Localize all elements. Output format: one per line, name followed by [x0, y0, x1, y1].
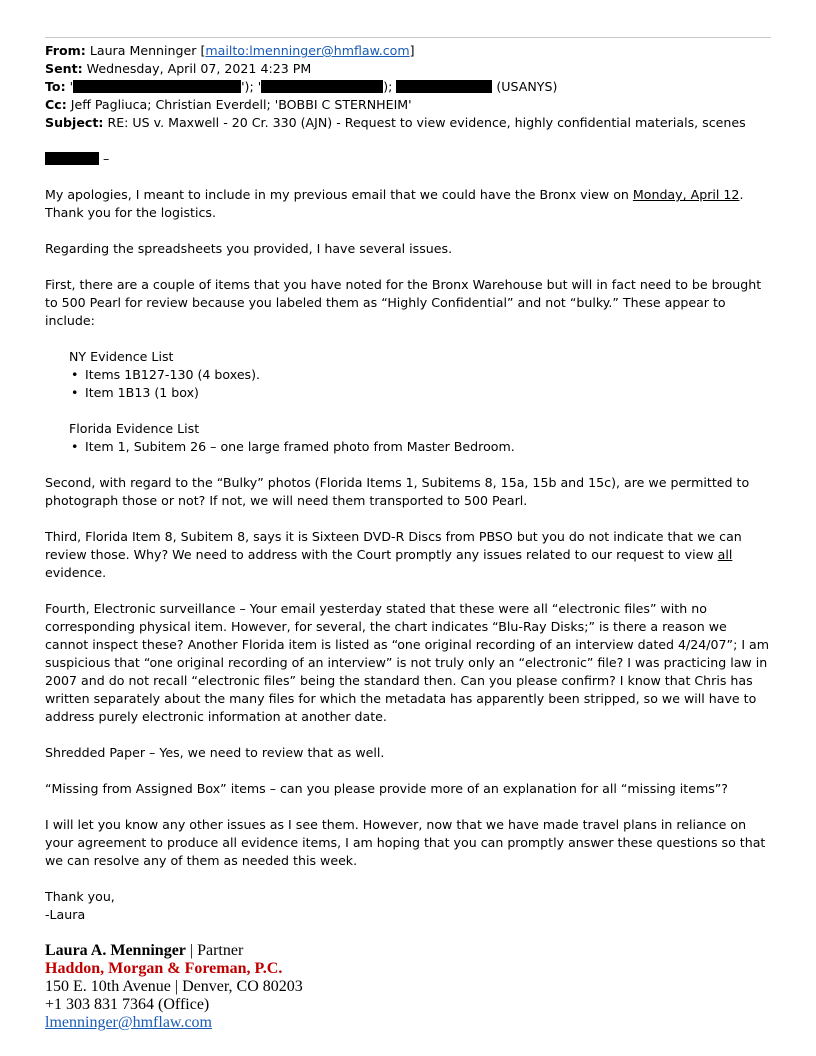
cc-label: Cc: [45, 97, 67, 112]
sent-label: Sent: [45, 61, 83, 76]
paragraph-7: Shredded Paper – Yes, we need to review that as well. [45, 745, 385, 760]
redaction-box [45, 152, 99, 165]
list-item: • Item 1B13 (1 box) [85, 384, 771, 402]
underlined-date: Monday, April 12 [632, 187, 740, 202]
paragraph-1: My apologies, I meant to include in my previous email that we could have the Bronx view on Monday, April 12. Thank you for the logistics. [45, 187, 744, 220]
signature-name-line: Laura A. Menninger | Partner [45, 942, 244, 959]
paragraph-2: Regarding the spreadsheets you provided, I have several issues. [45, 241, 453, 256]
cc-value: Jeff Pagliuca; Christian Everdell; 'BOBBI C STERNHEIM' [70, 97, 412, 112]
cc-line [45, 96, 771, 114]
signature-email-link[interactable]: lmenninger@hmflaw.com [45, 1014, 212, 1031]
closing-name: -Laura [45, 907, 86, 922]
salutation-dash: – [103, 151, 110, 166]
closing: Thank you, [45, 889, 115, 904]
florida-evidence-list [69, 438, 771, 456]
from-name: Laura Menninger [89, 43, 197, 58]
to-label: To: [45, 79, 66, 94]
subject-value: RE: US v. Maxwell - 20 Cr. 330 (AJN) - Request to view evidence, highly confidential materials, scenes [107, 115, 746, 130]
ny-evidence-list [69, 366, 771, 402]
signature-phone: +1 303 831 7364 (Office) [45, 996, 210, 1013]
signature-title: Partner [197, 942, 244, 959]
redaction-box [396, 80, 492, 93]
header-divider [45, 37, 771, 38]
salutation [45, 150, 771, 168]
ny-evidence-title: NY Evidence List [69, 349, 174, 364]
signature-block [45, 942, 771, 1032]
email-page [45, 37, 771, 1032]
from-mailto-link[interactable]: mailto:lmenninger@hmflaw.com [205, 43, 410, 58]
florida-evidence-section [69, 420, 771, 456]
to-line: To: ' '); ' ); (USANYS) [45, 79, 558, 94]
paragraph-8: “Missing from Assigned Box” items – can you please provide more of an explanation for all “missing items”? [45, 781, 728, 796]
underlined-all: all [717, 547, 733, 562]
paragraph-3: First, there are a couple of items that you have noted for the Bronx Warehouse but will in fact need to be brought to 500 Pearl for review because you labeled them as “Highly Confidential” and not “bulky.” These appear to include: [45, 277, 762, 328]
list-item: • Items 1B127-130 (4 boxes). [85, 366, 771, 384]
sent-value: Wednesday, April 07, 2021 4:23 PM [86, 61, 312, 76]
sent-line [45, 60, 771, 78]
redaction-box [73, 80, 241, 93]
subject-line [45, 114, 771, 132]
paragraph-6: Fourth, Electronic surveillance – Your email yesterday stated that these were all “electronic files” with no corresponding physical item. However, for several, the chart indicates “Blu-Ray Disks;” is there a reason we cannot inspect these? Another Florida item is listed as “one original recording of an interview dated 4/24/07”; I am suspicious that “one original recording of an interview” is not truly only an “electronic” file? I was practicing law in 2007 and do not recall “electronic files” being the standard then. Can you please confirm? I know that Chris has written separately about the many files for which the metadata has apparently been stripped, so we will have to address purely electronic information at another date. [45, 601, 770, 724]
to-suffix: (USANYS) [496, 79, 558, 94]
email-body [45, 150, 771, 924]
signature-firm: Haddon, Morgan & Foreman, P.C. [45, 960, 283, 977]
from-label: From: [45, 43, 86, 58]
signature-address: 150 E. 10th Avenue | Denver, CO 80203 [45, 978, 303, 995]
paragraph-9: I will let you know any other issues as I see them. However, now that we have made travel plans in reliance on your agreement to produce all evidence items, I am hoping that you can promptly answer these questions so that we can resolve any of them as needed this week. [45, 817, 766, 868]
subject-label: Subject: [45, 115, 104, 130]
paragraph-4: Second, with regard to the “Bulky” photos (Florida Items 1, Subitems 8, 15a, 15b and 15c), are we permitted to photograph those or not? If not, we will need them transported to 500 Pearl. [45, 475, 750, 508]
from-line: From: Laura Menninger [mailto:lmenninger@hmflaw.com] [45, 43, 415, 58]
paragraph-5: Third, Florida Item 8, Subitem 8, says it is Sixteen DVD-R Discs from PBSO but you do not indicate that we can review those. Why? We need to address with the Court promptly any issues related to our request to view all evidence. [45, 529, 742, 580]
redaction-box [261, 80, 383, 93]
list-item: • Item 1, Subitem 26 – one large framed photo from Master Bedroom. [85, 438, 771, 456]
florida-evidence-title: Florida Evidence List [69, 421, 200, 436]
signature-name: Laura A. Menninger [45, 942, 186, 959]
ny-evidence-section [69, 348, 771, 402]
